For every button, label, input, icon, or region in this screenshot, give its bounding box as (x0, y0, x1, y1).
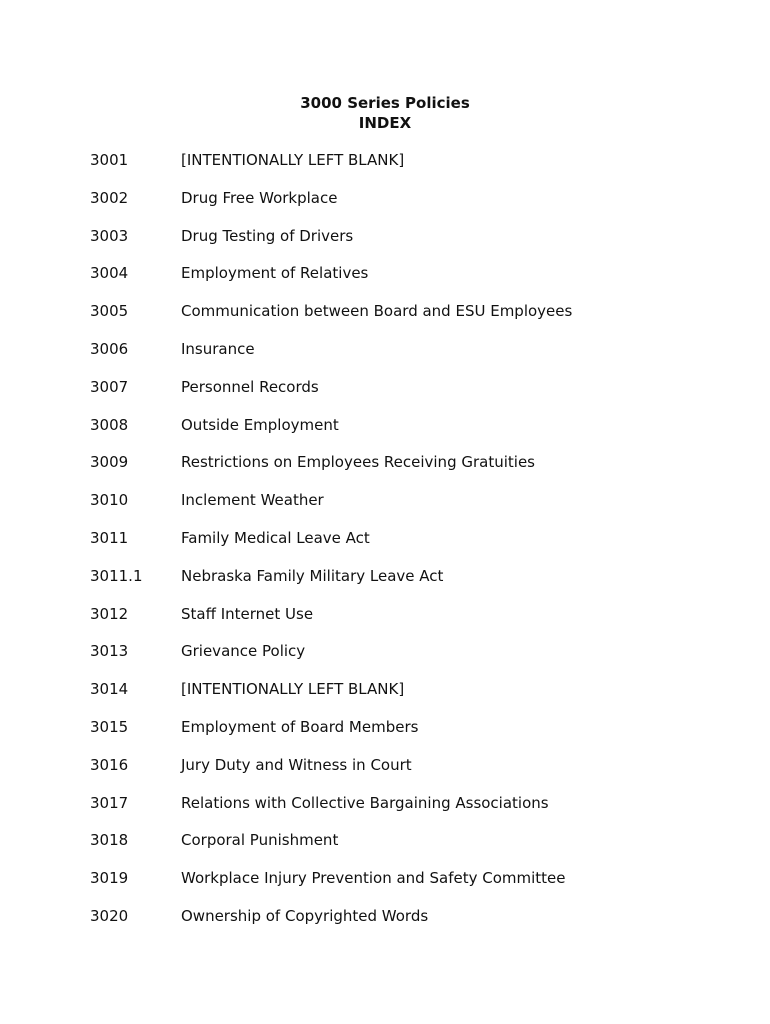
policy-number: 3001 (90, 151, 129, 169)
policy-index-list (90, 149, 730, 943)
policy-number: 3006 (90, 339, 129, 358)
policy-number: 3002 (90, 188, 129, 207)
index-row-3011-1 (90, 565, 730, 603)
policy-title: [INTENTIONALLY LEFT BLANK] (181, 151, 405, 169)
index-row-3011 (90, 527, 730, 565)
index-row-3008 (90, 414, 730, 452)
policy-title: Drug Free Workplace (181, 188, 338, 207)
index-row-3001 (90, 149, 730, 187)
policy-number: 3015 (90, 717, 129, 736)
index-row-3018 (90, 829, 730, 867)
policy-title: Personnel Records (181, 377, 319, 396)
policy-number: 3018 (90, 831, 129, 850)
index-row-3014 (90, 678, 730, 716)
policy-number: 3020 (90, 906, 129, 925)
policy-title: Workplace Injury Prevention and Safety Committee (181, 869, 566, 888)
policy-title: Communication between Board and ESU Employees (181, 302, 573, 321)
policy-title: Restrictions on Employees Receiving Gratuities (181, 453, 535, 472)
index-row-3006 (90, 338, 730, 376)
policy-number: 3007 (90, 377, 129, 396)
index-row-3015 (90, 716, 730, 754)
policy-number: 3008 (90, 415, 129, 434)
policy-title: Family Medical Leave Act (181, 528, 370, 547)
index-row-3013 (90, 640, 730, 678)
index-row-3007 (90, 376, 730, 414)
policy-number: 3019 (90, 869, 129, 888)
index-row-3005 (90, 300, 730, 338)
index-row-3004 (90, 262, 730, 300)
policy-number: 3016 (90, 755, 129, 774)
policy-number: 3013 (90, 642, 129, 661)
policy-number: 3003 (90, 226, 129, 245)
policy-number: 3011 (90, 528, 129, 547)
document-subtitle: INDEX (358, 114, 412, 132)
index-row-3016 (90, 754, 730, 792)
index-row-3010 (90, 489, 730, 527)
policy-number: 3012 (90, 604, 129, 623)
index-row-3009 (90, 451, 730, 489)
index-row-3002 (90, 187, 730, 225)
policy-number: 3005 (90, 302, 129, 321)
policy-title: Employment of Relatives (181, 264, 369, 283)
policy-number: 3010 (90, 491, 129, 510)
policy-title: Outside Employment (181, 415, 339, 434)
policy-title: Staff Internet Use (181, 604, 314, 623)
policy-title: [INTENTIONALLY LEFT BLANK] (181, 680, 405, 699)
document-title: 3000 Series Policies (300, 94, 470, 112)
policy-title: Insurance (181, 339, 255, 358)
index-row-3017 (90, 792, 730, 830)
policy-number: 3017 (90, 793, 129, 812)
policy-title: Relations with Collective Bargaining Associations (181, 793, 549, 812)
index-row-3020 (90, 905, 730, 943)
policy-title: Nebraska Family Military Leave Act (181, 566, 444, 585)
policy-number: 3014 (90, 680, 129, 699)
policy-title: Drug Testing of Drivers (181, 226, 354, 245)
policy-title: Corporal Punishment (181, 831, 339, 850)
index-row-3003 (90, 225, 730, 263)
policy-title: Employment of Board Members (181, 717, 419, 736)
policy-title: Ownership of Copyrighted Words (181, 906, 429, 925)
policy-number: 3011.1 (90, 566, 143, 585)
index-row-3012 (90, 603, 730, 641)
policy-number: 3004 (90, 264, 129, 283)
policy-title: Jury Duty and Witness in Court (181, 755, 412, 774)
index-row-3019 (90, 867, 730, 905)
policy-title: Inclement Weather (181, 491, 324, 510)
policy-number: 3009 (90, 453, 129, 472)
policy-title: Grievance Policy (181, 642, 306, 661)
